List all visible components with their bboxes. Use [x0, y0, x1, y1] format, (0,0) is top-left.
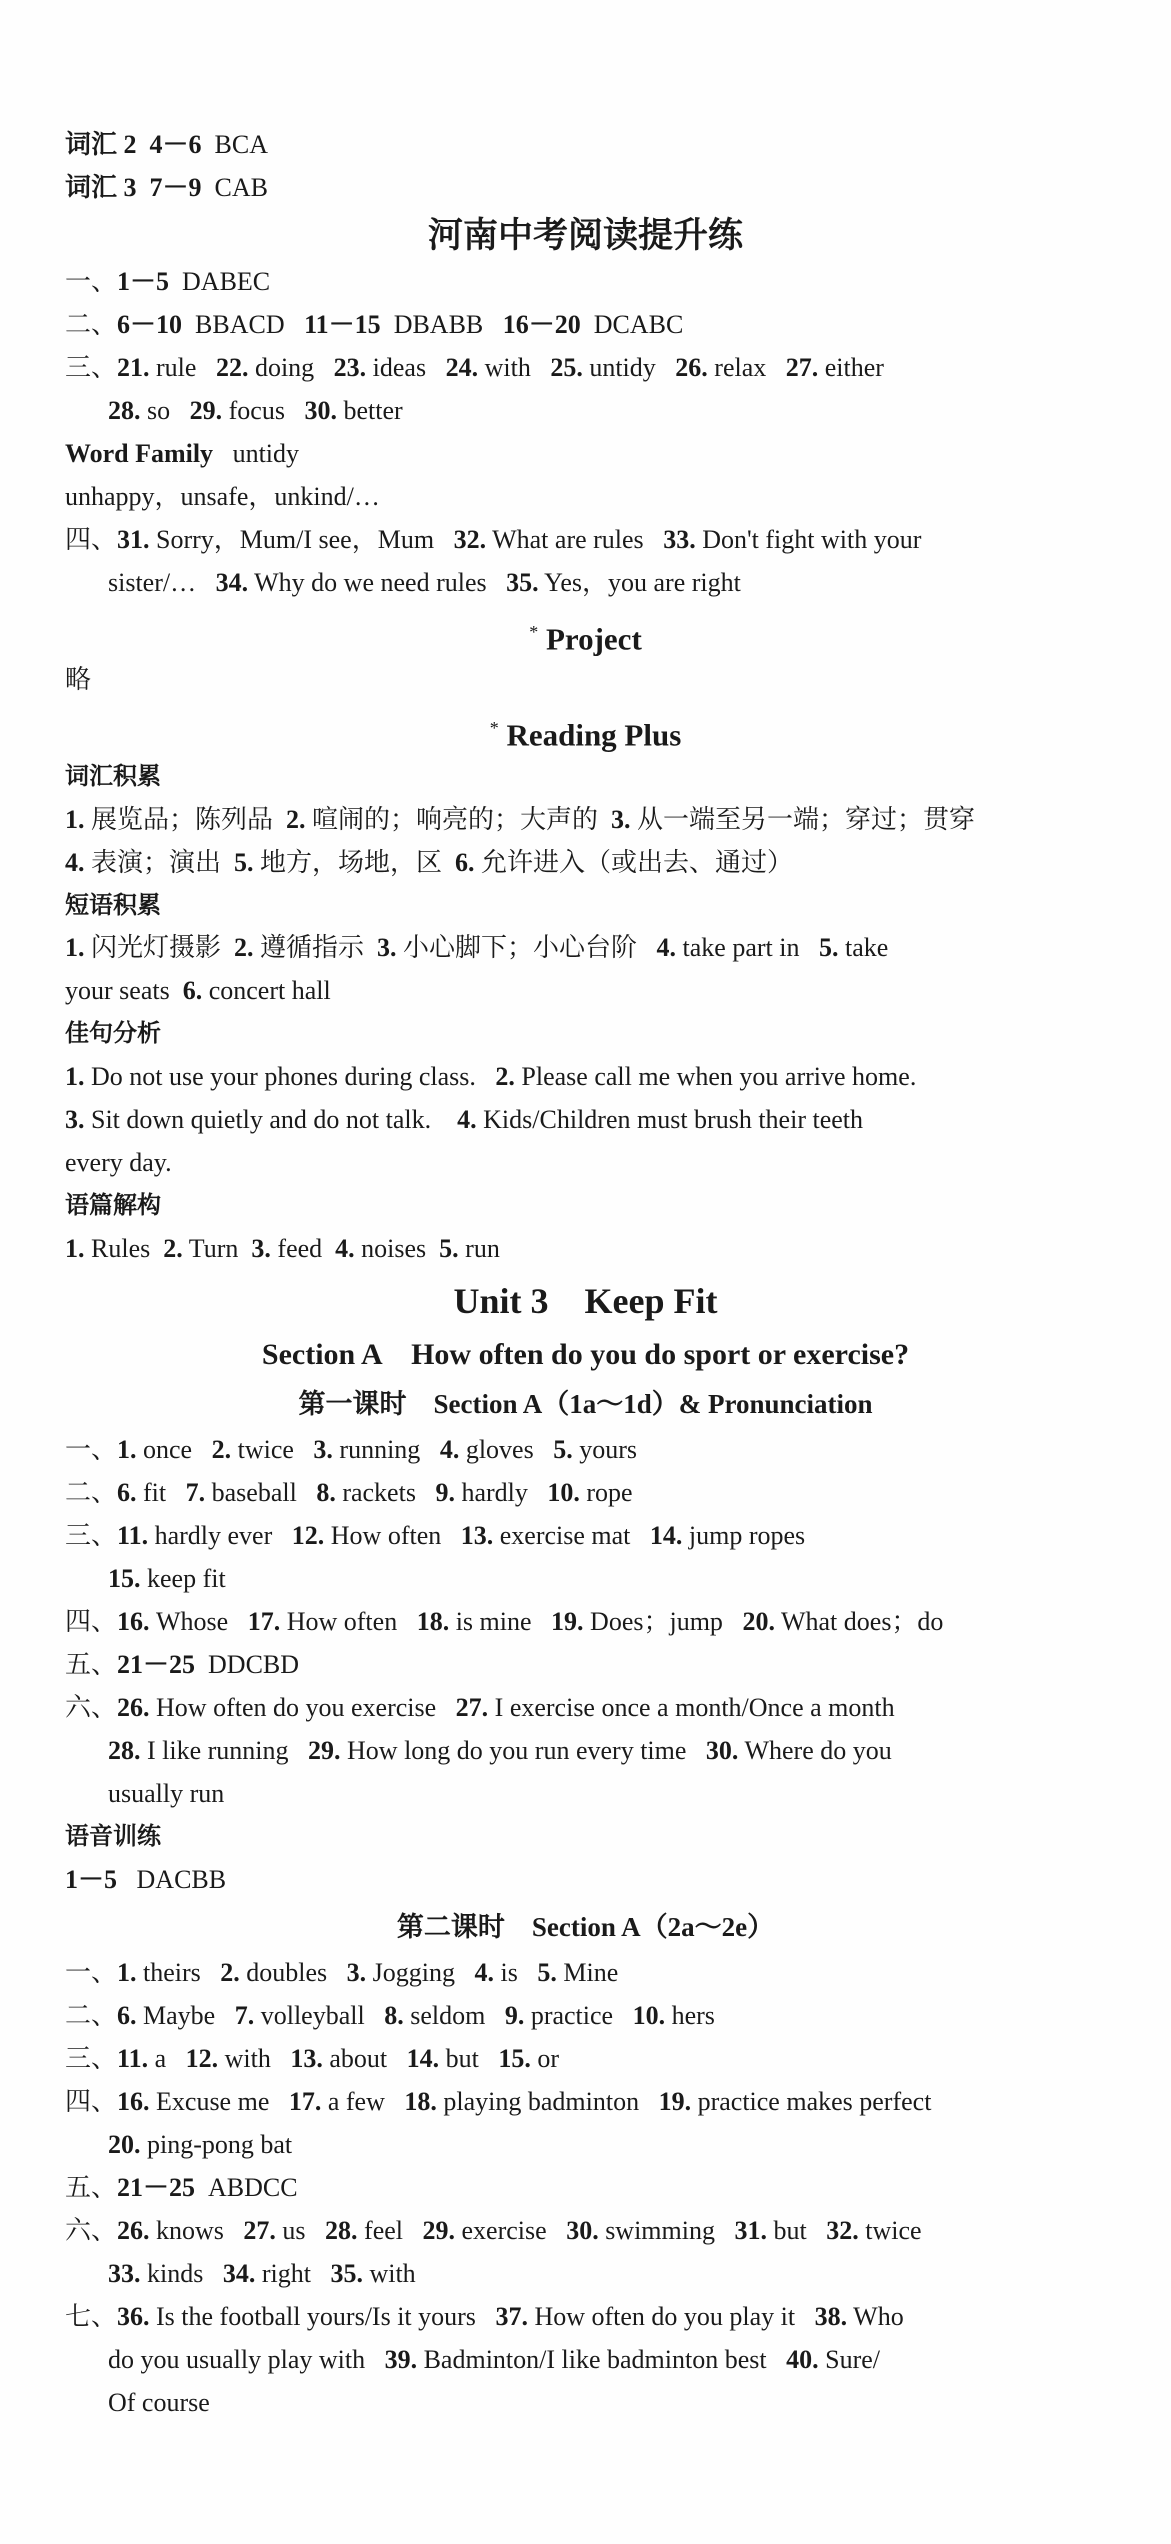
answer-line [65, 1229, 1105, 1269]
answer: 小心脚下；小心台阶 [403, 933, 638, 962]
item-range: 21－25 [117, 2173, 196, 2202]
item-number: 2. [211, 1435, 232, 1464]
answer: yours [579, 1435, 637, 1464]
subsection-label: 语篇解构 [65, 1193, 161, 1219]
item-number: 3. [377, 933, 397, 962]
answer-line: every day. [65, 1148, 172, 1177]
unit-title: Unit 3 Keep Fit [453, 1281, 718, 1321]
item-number: 31. [734, 2216, 767, 2245]
item-number: 25. [550, 353, 583, 382]
answer: jump ropes [688, 1521, 806, 1550]
answer: running [339, 1435, 421, 1464]
answer: Maybe [143, 2001, 216, 2030]
answer: take part in [682, 933, 800, 962]
answer-line [65, 2039, 1105, 2079]
item-number: 12. [291, 1521, 325, 1550]
item-number: 30. [304, 396, 337, 425]
answer: kinds [147, 2259, 204, 2288]
item-number: 14. [649, 1521, 683, 1550]
answer: Where do you [744, 1736, 892, 1765]
item-number: 3. [313, 1435, 333, 1464]
item-number: 3. [65, 1105, 85, 1134]
answer: Turn [188, 1234, 239, 1263]
word-family-label: Word Family [65, 439, 214, 468]
item-number: 23. [333, 353, 367, 382]
part-prefix: 二、 [65, 310, 118, 339]
answer: practice makes perfect [697, 2087, 932, 2116]
item-number: 2. [220, 1958, 240, 1987]
item-number: 27. [785, 353, 819, 382]
answer: rope [586, 1478, 633, 1507]
item-number: 4. [656, 933, 677, 962]
item-number: 4. [457, 1105, 477, 1134]
answer: 地方，场地，区 [260, 848, 443, 877]
item-number: 9. [504, 2001, 525, 2030]
part-prefix: 五、 [65, 2173, 118, 2202]
item-number: 27. [455, 1693, 489, 1722]
answer: baseball [211, 1478, 297, 1507]
answer-line [108, 563, 1148, 603]
item-number: 10. [632, 2001, 666, 2030]
answer: theirs [143, 1958, 201, 1987]
part-prefix: 四、 [65, 1607, 118, 1636]
answer-line [65, 2168, 1105, 2208]
answer: with [369, 2259, 416, 2288]
answer: sister/… [108, 568, 197, 597]
item-number: 14. [406, 2044, 440, 2073]
answer: ping-pong bat [147, 2130, 293, 2159]
part-prefix: 五、 [65, 1650, 118, 1679]
answer: Mine [563, 1958, 619, 1987]
answer-line [65, 1996, 1105, 2036]
answer-line [65, 168, 1105, 208]
answer: but [445, 2044, 479, 2073]
answer: with [224, 2044, 271, 2073]
answer: BBACD [195, 310, 285, 339]
answer: so [147, 396, 171, 425]
item-number: 13. [290, 2044, 323, 2073]
asterisk-mark: * [529, 622, 539, 642]
item-number: 2. [163, 1234, 183, 1263]
item-range: 1－5 [65, 1865, 118, 1894]
answer: Yes，you are right [544, 568, 741, 597]
item-number: 30. [705, 1736, 739, 1765]
answer-line [65, 1100, 1105, 1140]
item-number: 17. [288, 2087, 322, 2116]
item-number: 2. [234, 933, 254, 962]
answer: volleyball [260, 2001, 365, 2030]
answer: Jogging [372, 1958, 456, 1987]
answer: How often [330, 1521, 442, 1550]
item-number: 15. [498, 2044, 531, 2073]
answer: 展览品；陈列品 [91, 805, 274, 834]
item-number: 3. [611, 805, 631, 834]
answer-line [65, 1473, 1105, 1513]
item-number: 22. [215, 353, 249, 382]
item-label: 词汇 3 [65, 173, 137, 202]
answer-line [108, 1731, 1148, 1771]
answer-line [65, 1430, 1105, 1470]
answer-line [65, 125, 1105, 165]
answer: keep fit [147, 1564, 226, 1593]
answer: exercise [461, 2216, 547, 2245]
answer: 遵循指示 [260, 933, 365, 962]
answer: doubles [246, 1958, 328, 1987]
section-heading [0, 705, 1171, 758]
section-title: Section A How often do you do sport or exercise? [261, 1338, 910, 1371]
answer: relax [714, 353, 767, 382]
answer: ABDCC [208, 2173, 298, 2202]
item-number: 11. [117, 1521, 149, 1550]
answer: better [343, 396, 403, 425]
asterisk-mark: * [489, 718, 499, 738]
answer: seldom [410, 2001, 486, 2030]
item-number: 26. [675, 353, 708, 382]
answer: untidy [232, 439, 300, 468]
item-number: 12. [185, 2044, 219, 2073]
answer: knows [156, 2216, 224, 2245]
answer-line [108, 1559, 1148, 1599]
answer: Excuse me [156, 2087, 270, 2116]
answer-line [108, 2254, 1148, 2294]
item-number: 37. [495, 2302, 528, 2331]
item-number: 3. [251, 1234, 271, 1263]
answer: 喧闹的；响亮的；大声的 [312, 805, 599, 834]
answer: Who [853, 2302, 904, 2331]
item-number: 1. [65, 1234, 85, 1263]
item-range: 1－5 [117, 267, 170, 296]
answer: hardly ever [154, 1521, 273, 1550]
answer: but [773, 2216, 807, 2245]
item-number: 39. [384, 2345, 418, 2374]
answer-line [65, 348, 1105, 388]
item-number: 1. [117, 1435, 137, 1464]
item-number: 4. [65, 848, 85, 877]
answer: gloves [465, 1435, 534, 1464]
answer-line [65, 1516, 1105, 1556]
answer: How long do you run every time [347, 1736, 687, 1765]
part-prefix: 三、 [65, 1521, 118, 1550]
answer: Sure/ [825, 2345, 880, 2374]
item-number: 28. [325, 2216, 358, 2245]
item-range: 16－20 [502, 310, 581, 339]
answer-line: Of course [108, 2388, 210, 2417]
item-number: 15. [108, 1564, 141, 1593]
answer-line [65, 843, 1105, 883]
item-number: 26. [117, 2216, 150, 2245]
heading-text: Reading Plus [506, 717, 682, 753]
lesson-title: 第二课时 Section A（2a～2e） [396, 1912, 775, 1942]
item-number: 21. [117, 353, 150, 382]
item-number: 6. [117, 1478, 137, 1507]
answer: Rules [91, 1234, 151, 1263]
part-prefix: 六、 [65, 1693, 118, 1722]
section-heading [0, 609, 1171, 662]
answer-line [65, 1953, 1105, 1993]
answer: What are rules [492, 525, 644, 554]
part-prefix: 一、 [65, 1435, 118, 1464]
answer: 从一端至另一端；穿过；贯穿 [637, 805, 976, 834]
answer: run [465, 1234, 500, 1263]
item-number: 19. [658, 2087, 692, 2116]
answer-line [65, 971, 1105, 1011]
item-number: 20. [108, 2130, 141, 2159]
answer: or [537, 2044, 560, 2073]
answer-line [65, 1645, 1105, 1685]
answer-line [65, 2211, 1105, 2251]
answer: practice [530, 2001, 614, 2030]
answer: I like running [147, 1736, 289, 1765]
answer-line [65, 434, 1105, 474]
part-prefix: 二、 [65, 1478, 118, 1507]
item-number: 29. [189, 396, 223, 425]
answer: your seats [65, 976, 170, 1005]
item-number: 1. [65, 805, 85, 834]
part-prefix: 四、 [65, 525, 118, 554]
answer: DCABC [593, 310, 684, 339]
answer: 允许进入（或出去、通过） [481, 848, 794, 877]
item-number: 29. [308, 1736, 341, 1765]
item-number: 2. [495, 1062, 515, 1091]
item-number: 20. [742, 1607, 775, 1636]
answer: take [845, 933, 889, 962]
item-number: 10. [547, 1478, 580, 1507]
answer: rackets [342, 1478, 416, 1507]
part-prefix: 七、 [65, 2302, 118, 2331]
item-number: 40. [786, 2345, 819, 2374]
answer-line [65, 1602, 1105, 1642]
answer: Please call me when you arrive home. [521, 1062, 917, 1091]
answer: What does；do [780, 1607, 944, 1636]
answer-line [65, 305, 1105, 345]
answer: doing [254, 353, 315, 382]
part-prefix: 二、 [65, 2001, 118, 2030]
answer: How often do you play it [534, 2302, 796, 2331]
item-range: 4－6 [149, 130, 202, 159]
answer-line [65, 1860, 1105, 1900]
item-number: 34. [222, 2259, 256, 2288]
answer: about [329, 2044, 388, 2073]
answer-line [65, 262, 1105, 302]
answer: concert hall [208, 976, 331, 1005]
item-number: 1. [65, 1062, 85, 1091]
item-number: 6. [117, 2001, 137, 2030]
answer: Sit down quietly and do not talk. [91, 1105, 432, 1134]
item-number: 16. [117, 2087, 150, 2116]
answer: hers [671, 2001, 715, 2030]
item-number: 29. [422, 2216, 456, 2245]
answer: once [143, 1435, 193, 1464]
answer: Does；jump [590, 1607, 723, 1636]
answer: rule [156, 353, 197, 382]
item-number: 4. [335, 1234, 355, 1263]
item-number: 6. [455, 848, 475, 877]
item-number: 8. [384, 2001, 404, 2030]
subsection-label: 短语积累 [65, 893, 161, 919]
item-number: 7. [234, 2001, 255, 2030]
item-number: 5. [819, 933, 839, 962]
item-number: 13. [460, 1521, 494, 1550]
answer: DACBB [136, 1865, 227, 1894]
item-number: 36. [117, 2302, 150, 2331]
subsection-label: 语音训练 [65, 1824, 161, 1850]
answer: ideas [372, 353, 427, 382]
answer: DBABB [393, 310, 484, 339]
item-number: 28. [108, 396, 141, 425]
answer: fit [143, 1478, 167, 1507]
item-range: 21－25 [117, 1650, 196, 1679]
item-number: 18. [404, 2087, 437, 2116]
answer-line [65, 520, 1105, 560]
part-prefix: 一、 [65, 267, 118, 296]
answer: focus [228, 396, 285, 425]
item-number: 8. [316, 1478, 336, 1507]
item-number: 30. [566, 2216, 599, 2245]
item-number: 17. [247, 1607, 281, 1636]
part-prefix: 三、 [65, 2044, 118, 2073]
item-number: 5. [537, 1958, 557, 1987]
answer: 闪光灯摄影 [91, 933, 222, 962]
item-range: 11－15 [304, 310, 381, 339]
part-prefix: 三、 [65, 353, 118, 382]
answer: playing badminton [443, 2087, 640, 2116]
section-heading: 河南中考阅读提升练 [427, 216, 743, 255]
answer: How often do you exercise [156, 1693, 437, 1722]
answer-line [108, 2125, 1148, 2165]
part-prefix: 一、 [65, 1958, 118, 1987]
answer: Kids/Children must brush their teeth [483, 1105, 863, 1134]
answer: I exercise once a month/Once a month [494, 1693, 895, 1722]
item-label: 词汇 2 [65, 130, 137, 159]
subsection-label: 词汇积累 [65, 764, 161, 790]
item-number: 28. [108, 1736, 141, 1765]
item-number: 34. [215, 568, 249, 597]
answer: Sorry，Mum/I see，Mum [156, 525, 435, 554]
item-number: 19. [551, 1607, 584, 1636]
lesson-title: 第一课时 Section A（1a～1d）& Pronunciation [298, 1389, 873, 1419]
answer: noises [361, 1234, 427, 1263]
answer-line [65, 2297, 1105, 2337]
answer: How often [286, 1607, 398, 1636]
answer: Whose [156, 1607, 229, 1636]
item-number: 35. [330, 2259, 363, 2288]
answer-line [65, 928, 1105, 968]
item-number: 9. [435, 1478, 455, 1507]
item-number: 31. [117, 525, 150, 554]
answer: BCA [214, 130, 268, 159]
item-number: 4. [439, 1435, 460, 1464]
item-number: 4. [474, 1958, 495, 1987]
answer: hardly [461, 1478, 528, 1507]
answer: a [154, 2044, 167, 2073]
answer: DABEC [182, 267, 271, 296]
answer: 表演；演出 [91, 848, 222, 877]
answer: feel [364, 2216, 404, 2245]
answer: twice [237, 1435, 294, 1464]
answer: either [824, 353, 884, 382]
answer: swimming [605, 2216, 715, 2245]
answer-line: 略 [65, 665, 92, 694]
item-number: 1. [117, 1958, 137, 1987]
item-number: 26. [117, 1693, 150, 1722]
answer-line [65, 800, 1105, 840]
answer-line [65, 1057, 1105, 1097]
item-number: 11. [117, 2044, 149, 2073]
answer-line [65, 1688, 1105, 1728]
answer-line: unhappy，unsafe，unkind/… [65, 482, 380, 511]
item-range: 7－9 [149, 173, 202, 202]
part-prefix: 四、 [65, 2087, 118, 2116]
item-number: 33. [108, 2259, 141, 2288]
item-number: 38. [814, 2302, 848, 2331]
heading-text: Project [545, 621, 642, 657]
answer: twice [865, 2216, 922, 2245]
item-number: 1. [65, 933, 85, 962]
answer: us [282, 2216, 306, 2245]
answer: right [261, 2259, 311, 2288]
item-number: 32. [453, 525, 487, 554]
item-number: 35. [506, 568, 539, 597]
answer: exercise mat [499, 1521, 631, 1550]
item-number: 5. [439, 1234, 459, 1263]
answer-line [65, 2082, 1105, 2122]
item-number: 6. [182, 976, 203, 1005]
answer: Why do we need rules [254, 568, 487, 597]
item-number: 7. [185, 1478, 206, 1507]
part-prefix: 六、 [65, 2216, 118, 2245]
answer-line: usually run [108, 1779, 225, 1808]
answer-line [108, 391, 1148, 431]
item-number: 5. [234, 848, 254, 877]
item-number: 27. [243, 2216, 276, 2245]
answer: is [500, 1958, 518, 1987]
answer: Don't fight with your [702, 525, 922, 554]
item-number: 5. [553, 1435, 573, 1464]
answer: do you usually play with [108, 2345, 366, 2374]
answer: feed [277, 1234, 323, 1263]
item-number: 3. [346, 1958, 367, 1987]
answer-line [108, 2340, 1148, 2380]
item-number: 18. [416, 1607, 450, 1636]
answer: untidy [589, 353, 656, 382]
item-range: 6－10 [117, 310, 183, 339]
answer: Do not use your phones during class. [91, 1062, 476, 1091]
subsection-label: 佳句分析 [65, 1021, 161, 1047]
item-number: 24. [445, 353, 479, 382]
item-number: 16. [117, 1607, 150, 1636]
item-number: 32. [826, 2216, 859, 2245]
answer: CAB [214, 173, 268, 202]
answer: with [484, 353, 531, 382]
answer: a few [327, 2087, 385, 2116]
answer: is mine [455, 1607, 532, 1636]
answer: Is the football yours/Is it yours [156, 2302, 476, 2331]
answer: Badminton/I like badminton best [423, 2345, 767, 2374]
item-number: 33. [663, 525, 696, 554]
item-number: 2. [286, 805, 306, 834]
answer: DDCBD [208, 1650, 300, 1679]
